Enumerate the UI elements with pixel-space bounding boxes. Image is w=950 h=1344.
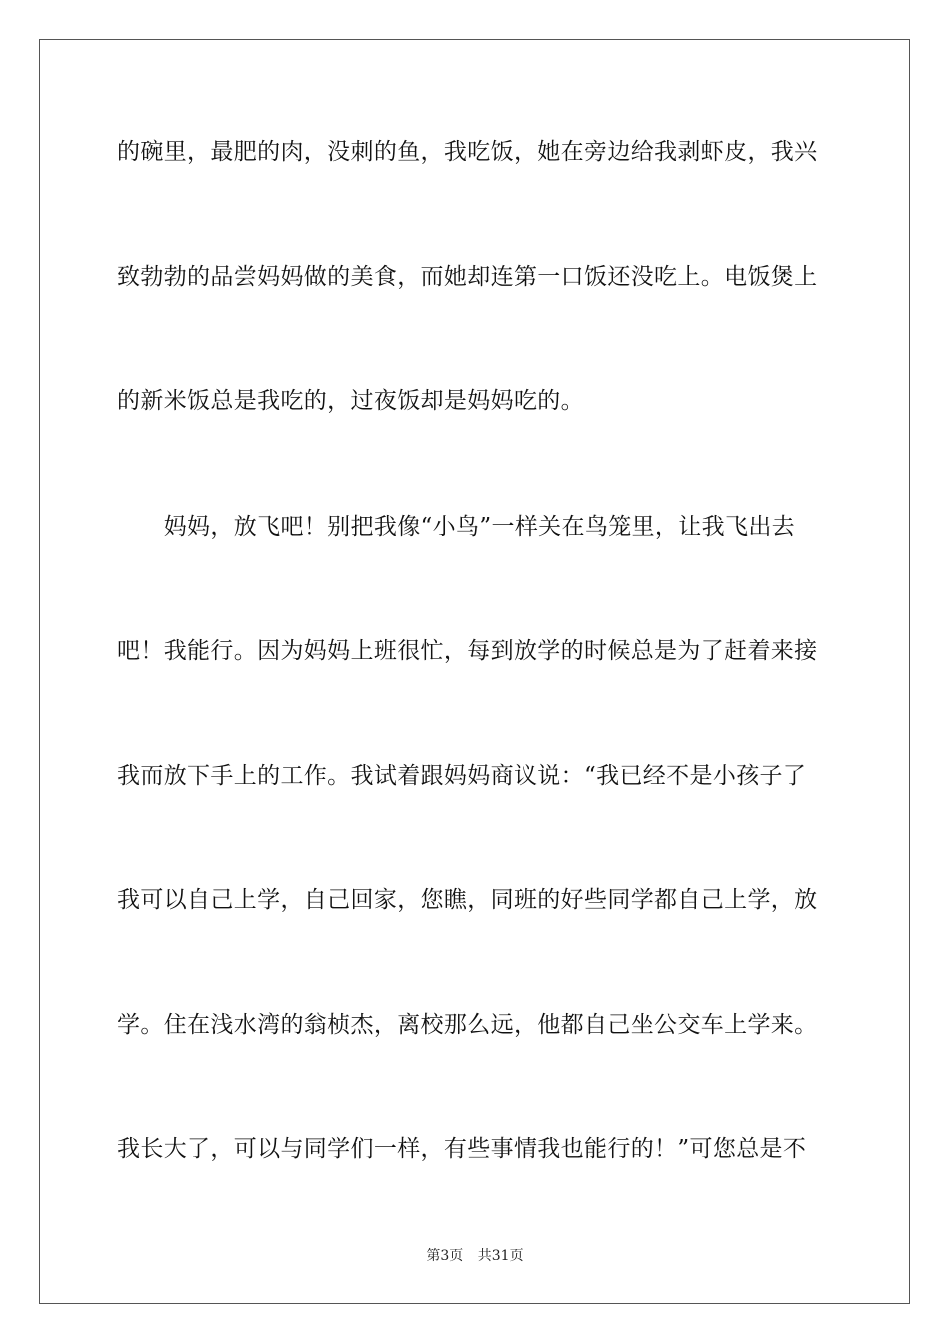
text-line: 的碗里，最肥的肉，没刺的鱼，我吃饭，她在旁边给我剥虾皮，我兴 — [117, 139, 818, 165]
page-border — [39, 39, 910, 1304]
text-line: 吧！我能行。因为妈妈上班很忙，每到放学的时候总是为了赶着来接 — [117, 638, 818, 664]
text-line: 我可以自己上学，自己回家，您瞧，同班的好些同学都自己上学，放 — [117, 887, 818, 913]
page-footer — [0, 1247, 950, 1265]
text-line: 致勃勃的品尝妈妈做的美食，而她却连第一口饭还没吃上。电饭煲上 — [117, 264, 818, 290]
total-pages: 共31页 — [477, 1248, 524, 1264]
text-line: 妈妈，放飞吧！别把我像“小鸟”一样关在鸟笼里，让我飞出去 — [117, 514, 796, 540]
text-line: 我而放下手上的工作。我试着跟妈妈商议说：“我已经不是小孩子了 — [117, 763, 807, 789]
text-line: 学。住在浅水湾的翁桢杰，离校那么远，他都自己坐公交车上学来。 — [117, 1012, 818, 1038]
text-line: 的新米饭总是我吃的，过夜饭却是妈妈吃的。 — [117, 388, 584, 414]
page-number: 第3页 — [426, 1248, 464, 1264]
text-line: 我长大了，可以与同学们一样，有些事情我也能行的！”可您总是不 — [117, 1136, 807, 1162]
